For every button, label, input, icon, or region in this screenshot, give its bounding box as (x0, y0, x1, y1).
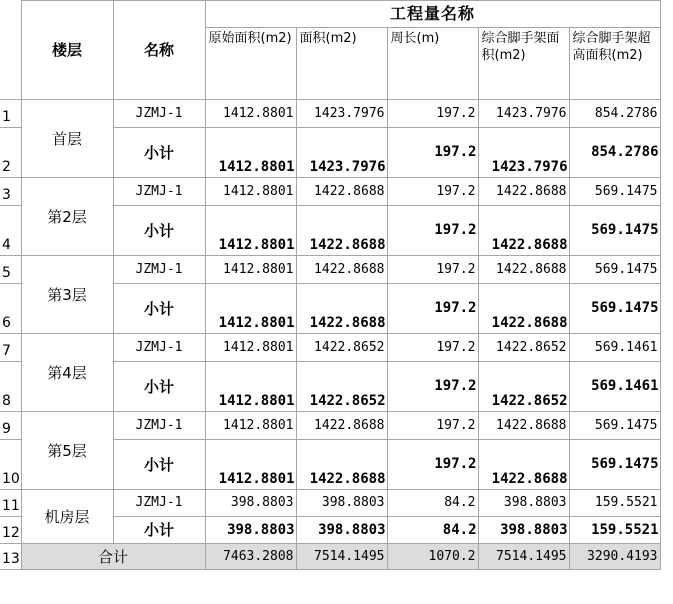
row-number[interactable]: 7 (0, 334, 21, 362)
total-label[interactable]: 合计 (21, 544, 205, 570)
perimeter-cell[interactable]: 197.2 (387, 206, 478, 256)
scaffold-over-cell[interactable]: 569.1475 (569, 412, 660, 440)
table-row (0, 412, 660, 440)
perimeter-cell[interactable]: 197.2 (387, 412, 478, 440)
perimeter-cell[interactable]: 197.2 (387, 334, 478, 362)
total-area-cell[interactable]: 7514.1495 (296, 544, 387, 570)
scaffold-over-cell[interactable]: 569.1475 (569, 206, 660, 256)
scaffold-area-cell[interactable]: 1422.8652 (478, 334, 569, 362)
subtotal-name-cell[interactable]: 小计 (113, 440, 205, 490)
total-scaffold-over-cell[interactable]: 3290.4193 (569, 544, 660, 570)
total-scaffold-area-cell[interactable]: 7514.1495 (478, 544, 569, 570)
floor-cell[interactable]: 第4层 (21, 334, 113, 412)
scaffold-over-cell[interactable]: 159.5521 (569, 517, 660, 544)
orig-area-cell[interactable]: 1412.8801 (205, 100, 296, 128)
perimeter-cell[interactable]: 197.2 (387, 362, 478, 412)
scaffold-area-cell[interactable]: 1422.8688 (478, 206, 569, 256)
corner-cell (0, 1, 21, 100)
name-cell[interactable]: JZMJ-1 (113, 334, 205, 362)
scaffold-area-cell[interactable]: 1423.7976 (478, 100, 569, 128)
perimeter-cell[interactable]: 197.2 (387, 100, 478, 128)
name-cell[interactable]: JZMJ-1 (113, 256, 205, 284)
subtotal-name-cell[interactable]: 小计 (113, 206, 205, 256)
scaffold-area-cell[interactable]: 1422.8688 (478, 256, 569, 284)
scaffold-area-cell[interactable]: 1422.8688 (478, 440, 569, 490)
header-perimeter[interactable]: 周长(m) (387, 28, 478, 100)
orig-area-cell[interactable]: 1412.8801 (205, 128, 296, 178)
name-cell[interactable]: JZMJ-1 (113, 412, 205, 440)
perimeter-cell[interactable]: 84.2 (387, 490, 478, 517)
area-cell[interactable]: 1422.8688 (296, 440, 387, 490)
area-cell[interactable]: 1422.8652 (296, 334, 387, 362)
scaffold-area-cell[interactable]: 398.8803 (478, 517, 569, 544)
area-cell[interactable]: 1422.8688 (296, 256, 387, 284)
area-cell[interactable]: 1422.8688 (296, 178, 387, 206)
row-number[interactable]: 1 (0, 100, 21, 128)
row-number[interactable]: 2 (0, 128, 21, 178)
scaffold-area-cell[interactable]: 1422.8688 (478, 178, 569, 206)
area-cell[interactable]: 1422.8688 (296, 284, 387, 334)
header-area[interactable]: 面积(m2) (296, 28, 387, 100)
subtotal-name-cell[interactable]: 小计 (113, 284, 205, 334)
subtotal-name-cell[interactable]: 小计 (113, 362, 205, 412)
scaffold-area-cell[interactable]: 1422.8688 (478, 284, 569, 334)
area-cell[interactable]: 398.8803 (296, 517, 387, 544)
perimeter-cell[interactable]: 197.2 (387, 440, 478, 490)
scaffold-over-cell[interactable]: 569.1475 (569, 284, 660, 334)
scaffold-area-cell[interactable]: 1422.8688 (478, 412, 569, 440)
perimeter-cell[interactable]: 197.2 (387, 128, 478, 178)
row-number[interactable]: 4 (0, 206, 21, 256)
perimeter-cell[interactable]: 197.2 (387, 178, 478, 206)
scaffold-over-cell[interactable]: 854.2786 (569, 100, 660, 128)
row-number[interactable]: 13 (0, 544, 21, 570)
row-number[interactable]: 11 (0, 490, 21, 517)
orig-area-cell[interactable]: 1412.8801 (205, 206, 296, 256)
subtotal-name-cell[interactable]: 小计 (113, 128, 205, 178)
perimeter-cell[interactable]: 197.2 (387, 256, 478, 284)
scaffold-over-cell[interactable]: 569.1475 (569, 178, 660, 206)
floor-cell[interactable]: 第5层 (21, 412, 113, 490)
scaffold-area-cell[interactable]: 1423.7976 (478, 128, 569, 178)
row-number[interactable]: 12 (0, 517, 21, 544)
table-row (0, 256, 660, 284)
area-cell[interactable]: 1422.8688 (296, 412, 387, 440)
table-row (0, 490, 660, 517)
area-cell[interactable]: 1422.8688 (296, 206, 387, 256)
area-cell[interactable]: 1423.7976 (296, 128, 387, 178)
orig-area-cell[interactable]: 398.8803 (205, 490, 296, 517)
header-orig-area[interactable]: 原始面积(m2) (205, 28, 296, 100)
name-cell[interactable]: JZMJ-1 (113, 178, 205, 206)
table-row (0, 334, 660, 362)
scaffold-area-cell[interactable]: 398.8803 (478, 490, 569, 517)
row-number[interactable]: 10 (0, 440, 21, 490)
scaffold-over-cell[interactable]: 569.1475 (569, 256, 660, 284)
header-scaffold-area[interactable]: 综合脚手架面积(m2) (478, 28, 569, 100)
area-cell[interactable]: 398.8803 (296, 490, 387, 517)
floor-cell[interactable]: 第3层 (21, 256, 113, 334)
name-cell[interactable]: JZMJ-1 (113, 100, 205, 128)
area-cell[interactable]: 1422.8652 (296, 362, 387, 412)
row-number[interactable]: 8 (0, 362, 21, 412)
row-number[interactable]: 3 (0, 178, 21, 206)
header-group-title[interactable]: 工程量名称 (205, 1, 660, 28)
scaffold-over-cell[interactable]: 569.1475 (569, 440, 660, 490)
perimeter-cell[interactable]: 197.2 (387, 284, 478, 334)
row-number[interactable]: 5 (0, 256, 21, 284)
orig-area-cell[interactable]: 1412.8801 (205, 362, 296, 412)
header-floor[interactable]: 楼层 (21, 1, 113, 100)
floor-cell[interactable]: 首层 (21, 100, 113, 178)
header-scaffold-over[interactable]: 综合脚手架超高面积(m2) (569, 28, 660, 100)
header-name[interactable]: 名称 (113, 1, 205, 100)
orig-area-cell[interactable]: 398.8803 (205, 517, 296, 544)
area-cell[interactable]: 1423.7976 (296, 100, 387, 128)
orig-area-cell[interactable]: 1412.8801 (205, 334, 296, 362)
orig-area-cell[interactable]: 1412.8801 (205, 284, 296, 334)
table-row (0, 178, 660, 206)
table-row (0, 100, 660, 128)
scaffold-area-cell[interactable]: 1422.8652 (478, 362, 569, 412)
scaffold-over-cell[interactable]: 159.5521 (569, 490, 660, 517)
row-number[interactable]: 9 (0, 412, 21, 440)
name-cell[interactable]: JZMJ-1 (113, 490, 205, 517)
total-orig-area-cell[interactable]: 7463.2808 (205, 544, 296, 570)
orig-area-cell[interactable]: 1412.8801 (205, 178, 296, 206)
total-row (0, 544, 660, 570)
row-number[interactable]: 6 (0, 284, 21, 334)
orig-area-cell[interactable]: 1412.8801 (205, 412, 296, 440)
floor-cell[interactable]: 第2层 (21, 178, 113, 256)
perimeter-cell[interactable]: 84.2 (387, 517, 478, 544)
scaffold-over-cell[interactable]: 569.1461 (569, 362, 660, 412)
subtotal-name-cell[interactable]: 小计 (113, 517, 205, 544)
scaffold-over-cell[interactable]: 854.2786 (569, 128, 660, 178)
total-perimeter-cell[interactable]: 1070.2 (387, 544, 478, 570)
orig-area-cell[interactable]: 1412.8801 (205, 440, 296, 490)
scaffold-over-cell[interactable]: 569.1461 (569, 334, 660, 362)
floor-cell[interactable]: 机房层 (21, 490, 113, 544)
orig-area-cell[interactable]: 1412.8801 (205, 256, 296, 284)
